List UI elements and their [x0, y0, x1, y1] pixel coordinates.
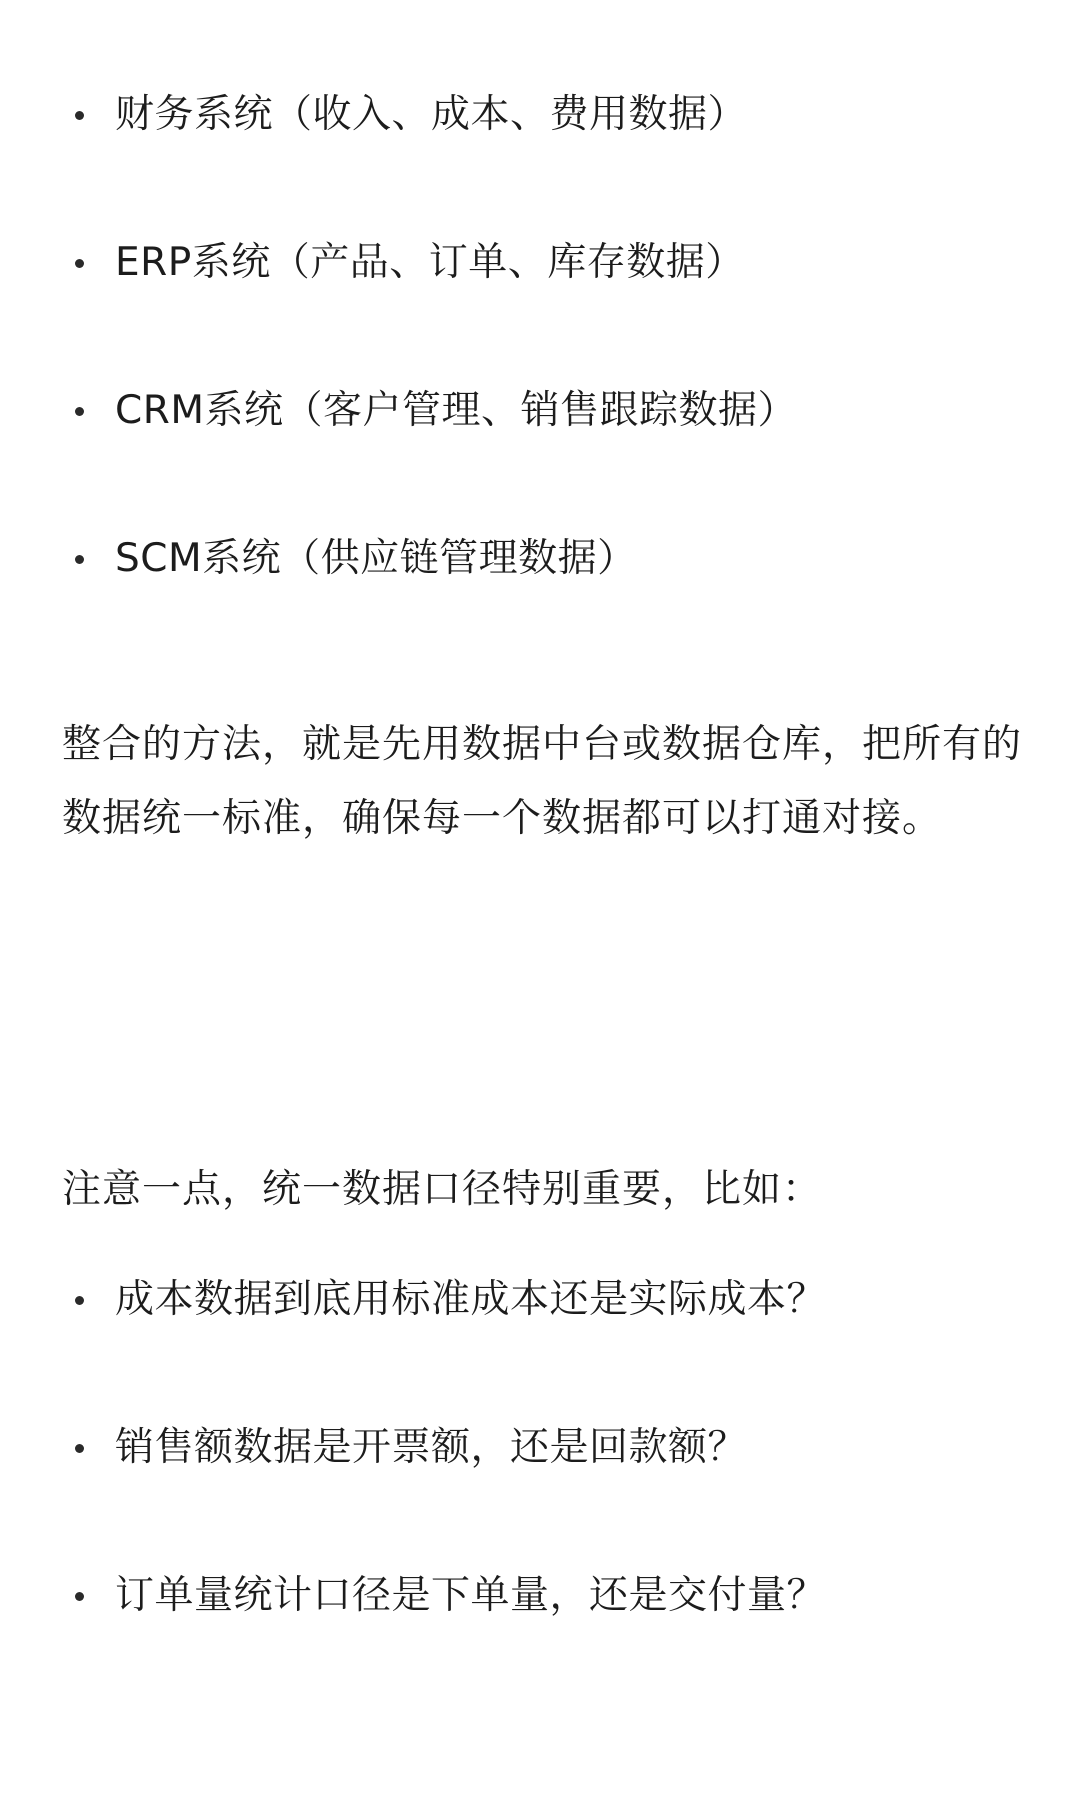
- list-item-text: 订单量统计口径是下单量，还是交付量？: [115, 1573, 827, 1618]
- list-item: [0, 1270, 1080, 1330]
- integration-paragraph: 整合的方法，就是先用数据中台或数据仓库，把所有的数据统一标准，确保每一个数据都可以打通对接。: [62, 722, 1023, 841]
- list-item-text: 财务系统（收入、成本、费用数据）: [115, 92, 748, 137]
- list-item-text: CRM系统（客户管理、销售跟踪数据）: [115, 388, 797, 433]
- list-item: [0, 85, 1080, 145]
- list-item-text: ERP系统（产品、订单、库存数据）: [115, 240, 745, 285]
- list-item-text: 销售额数据是开票额，还是回款额？: [115, 1425, 748, 1470]
- bullet-icon: [75, 407, 84, 416]
- list-item-text: SCM系统（供应链管理数据）: [115, 536, 637, 581]
- list-item-text: 成本数据到底用标准成本还是实际成本？: [115, 1277, 827, 1322]
- bullet-icon: [75, 1444, 84, 1453]
- bullet-icon: [75, 1592, 84, 1601]
- list-item: [0, 1566, 1080, 1626]
- list-item: [0, 381, 1080, 441]
- list-item: [0, 233, 1080, 293]
- list-item: [0, 529, 1080, 589]
- bullet-icon: [75, 111, 84, 120]
- bullet-icon: [75, 1296, 84, 1305]
- note-paragraph: 注意一点，统一数据口径特别重要，比如：: [62, 1167, 823, 1212]
- list-item: [0, 1418, 1080, 1478]
- bullet-icon: [75, 259, 84, 268]
- bullet-icon: [75, 555, 84, 564]
